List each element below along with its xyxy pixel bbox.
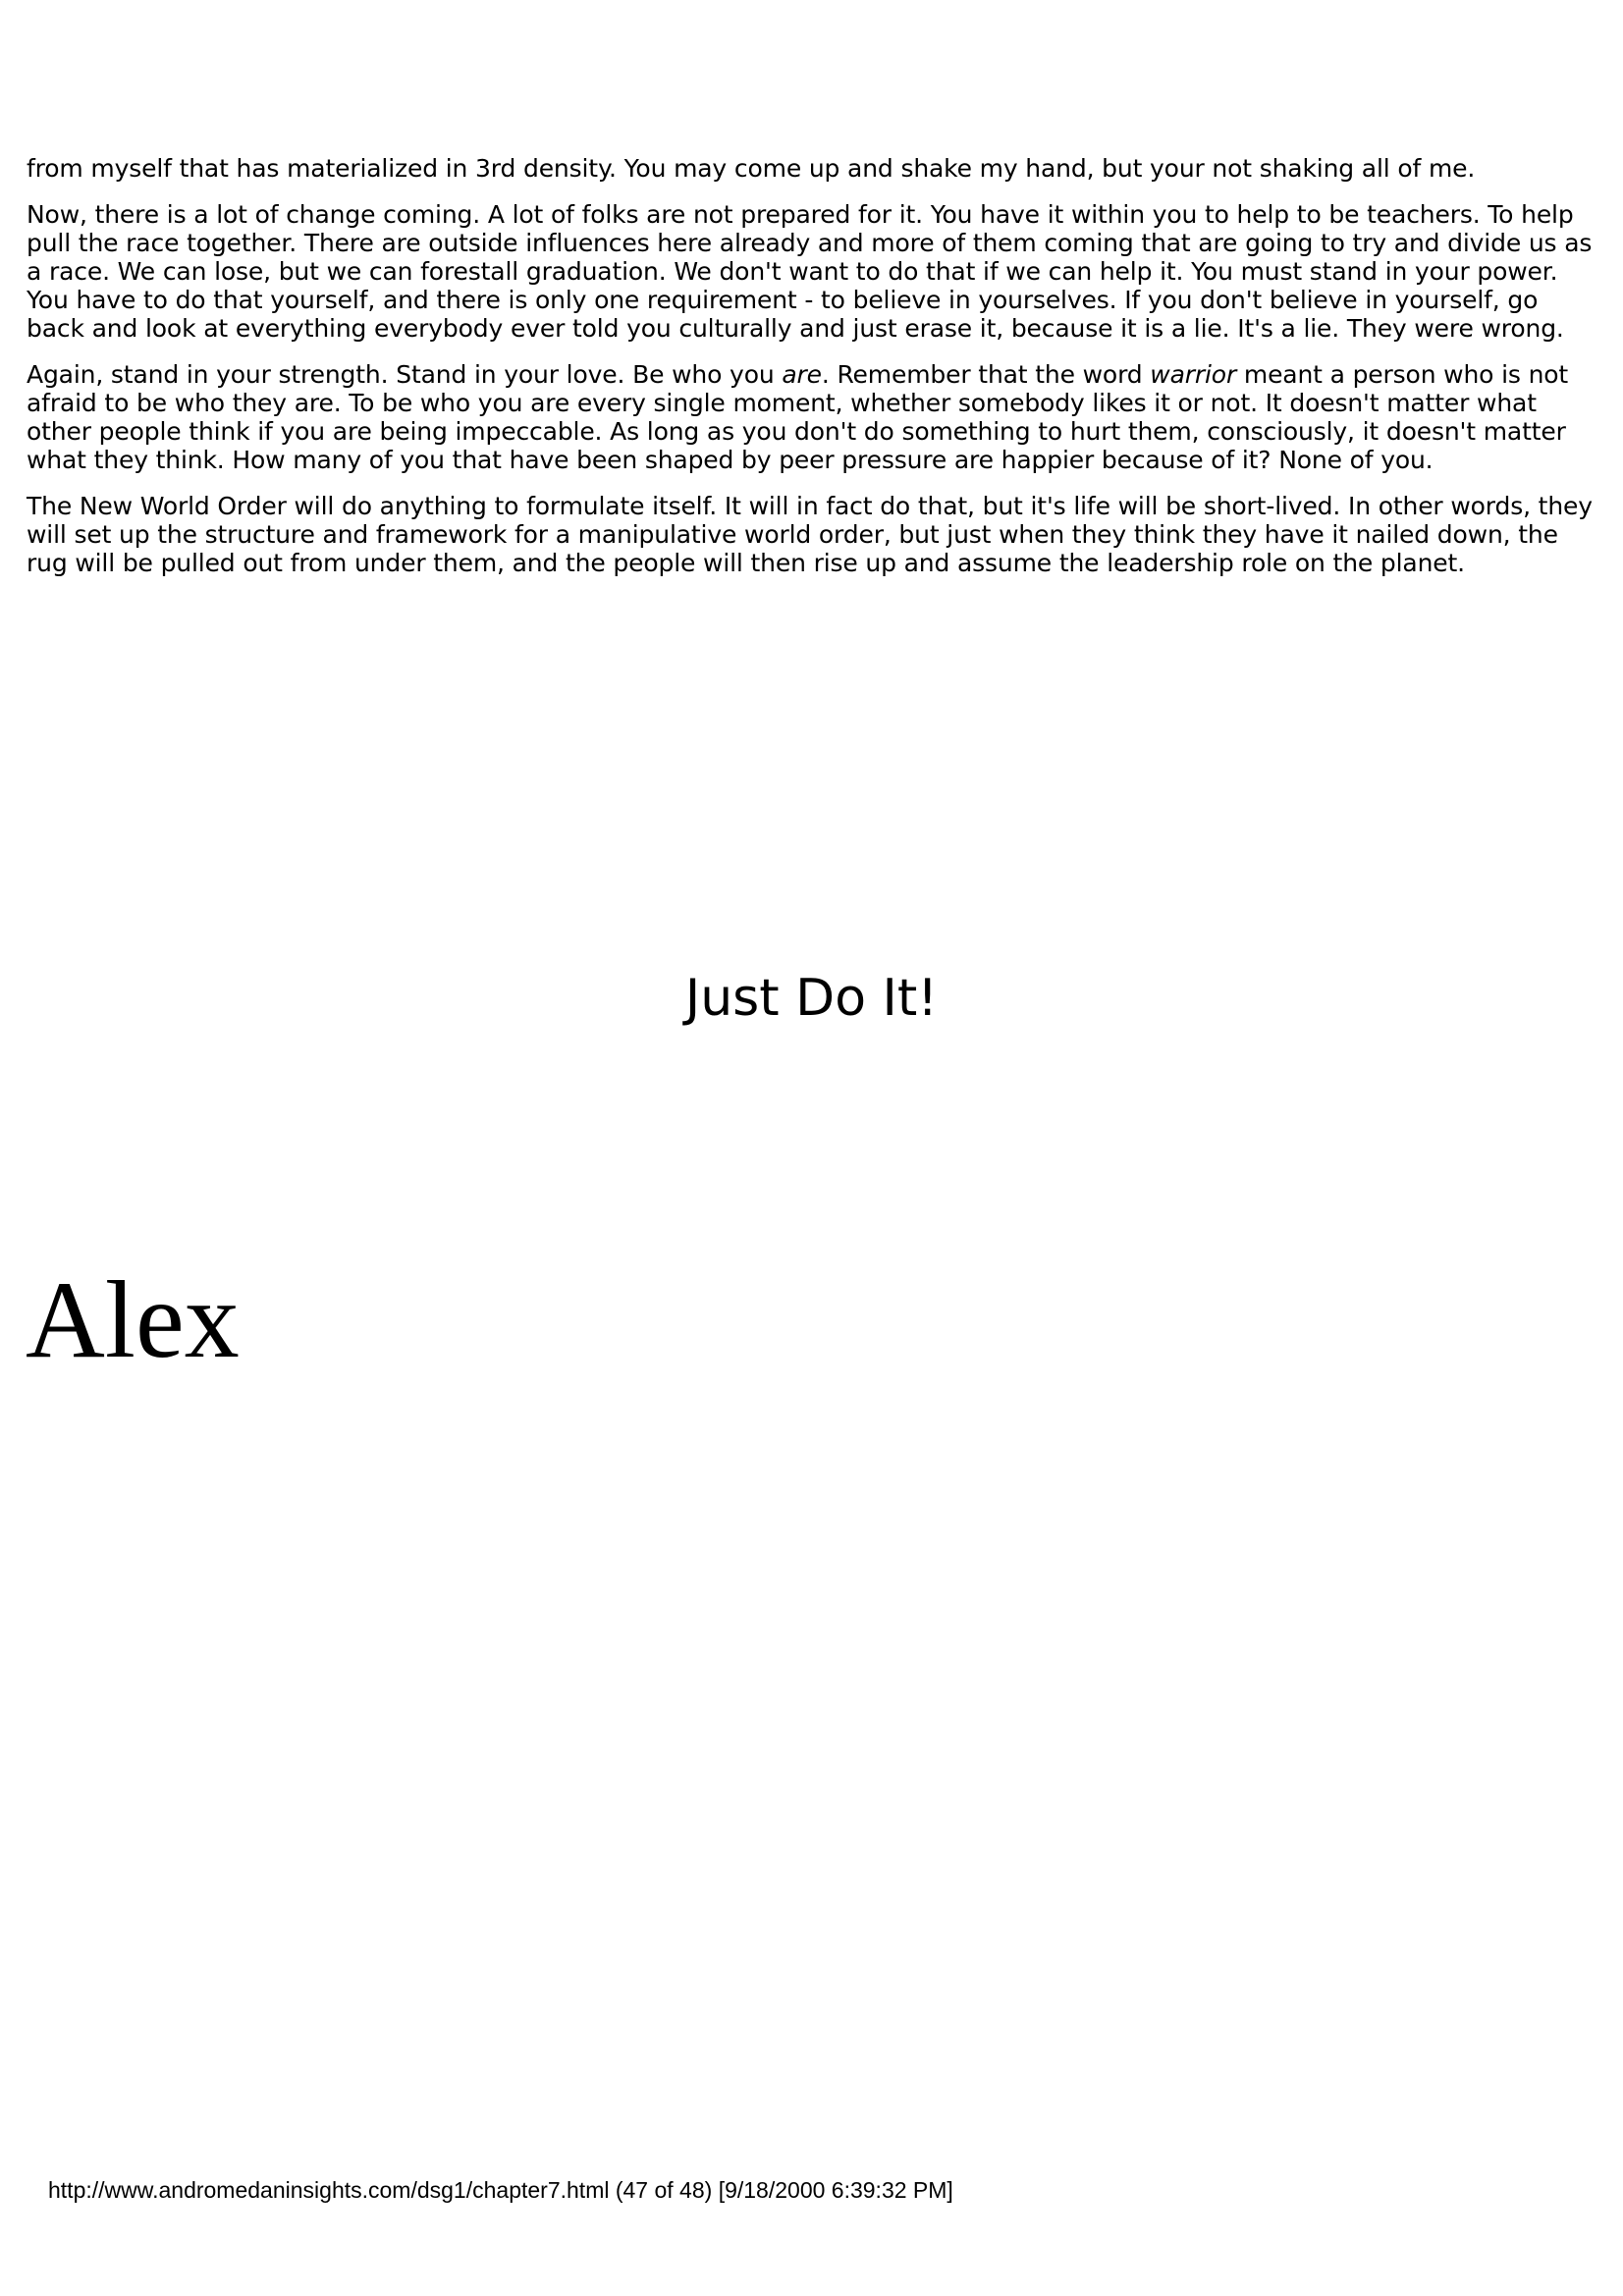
closing-title: Just Do It!	[684, 969, 939, 1028]
signature: Alex	[26, 1259, 240, 1381]
emphasized-text: are	[782, 360, 822, 389]
page-footer-url: http://www.andromedaninsights.com/dsg1/chapter7.html (47 of 48) [9/18/2000 6:39:32 PM]	[48, 2177, 953, 2203]
paragraph-text: Now, there is a lot of change coming. A lot of folks are not prepared for it. You have it within you to help to be teachers. To help pull the race together. There are outside influences here already and more of them coming that are going to try and divide us as a race. We can lose, but we can forestall graduation. We don't want to do that if we can help it. You must stand in your power. You have to do that yourself, and there is only one requirement - to believe in yourselves. If you don't believe in yourself, go back and look at everything everybody ever told you culturally and just erase it, because it is a lie. It's a lie. They were wrong.	[27, 200, 1593, 343]
paragraph-text: The New World Order will do anything to formulate itself. It will in fact do that, but it's life will be short-lived. In other words, they will set up the structure and framework for a manipulative world order, but just when they think they have it nailed down, the rug will be pulled out from under them, and the people will then rise up and assume the leadership role on the planet.	[27, 492, 1593, 577]
paragraph-text: from myself that has materialized in 3rd density. You may come up and shake my hand, but your not shaking all of me.	[27, 154, 1476, 183]
emphasized-text: warrior	[1150, 360, 1237, 389]
paragraph	[27, 154, 1597, 183]
paragraph-text: . Remember that the word	[821, 360, 1151, 389]
paragraph	[27, 492, 1597, 577]
paragraph-text: meant a person who is not afraid to be who they are. To be who you are every single moment, whether somebody likes it or not. It doesn't matter what other people think if you are being impeccable. As long as you don't do something to hurt them, consciously, it doesn't matter what they think. How many of you that have been shaped by peer pressure are happier because of it? None of you.	[27, 360, 1569, 474]
document-body	[27, 154, 1597, 595]
paragraph-text: Again, stand in your strength. Stand in your love. Be who you	[27, 360, 783, 389]
paragraph	[27, 200, 1597, 343]
paragraph	[27, 360, 1597, 474]
